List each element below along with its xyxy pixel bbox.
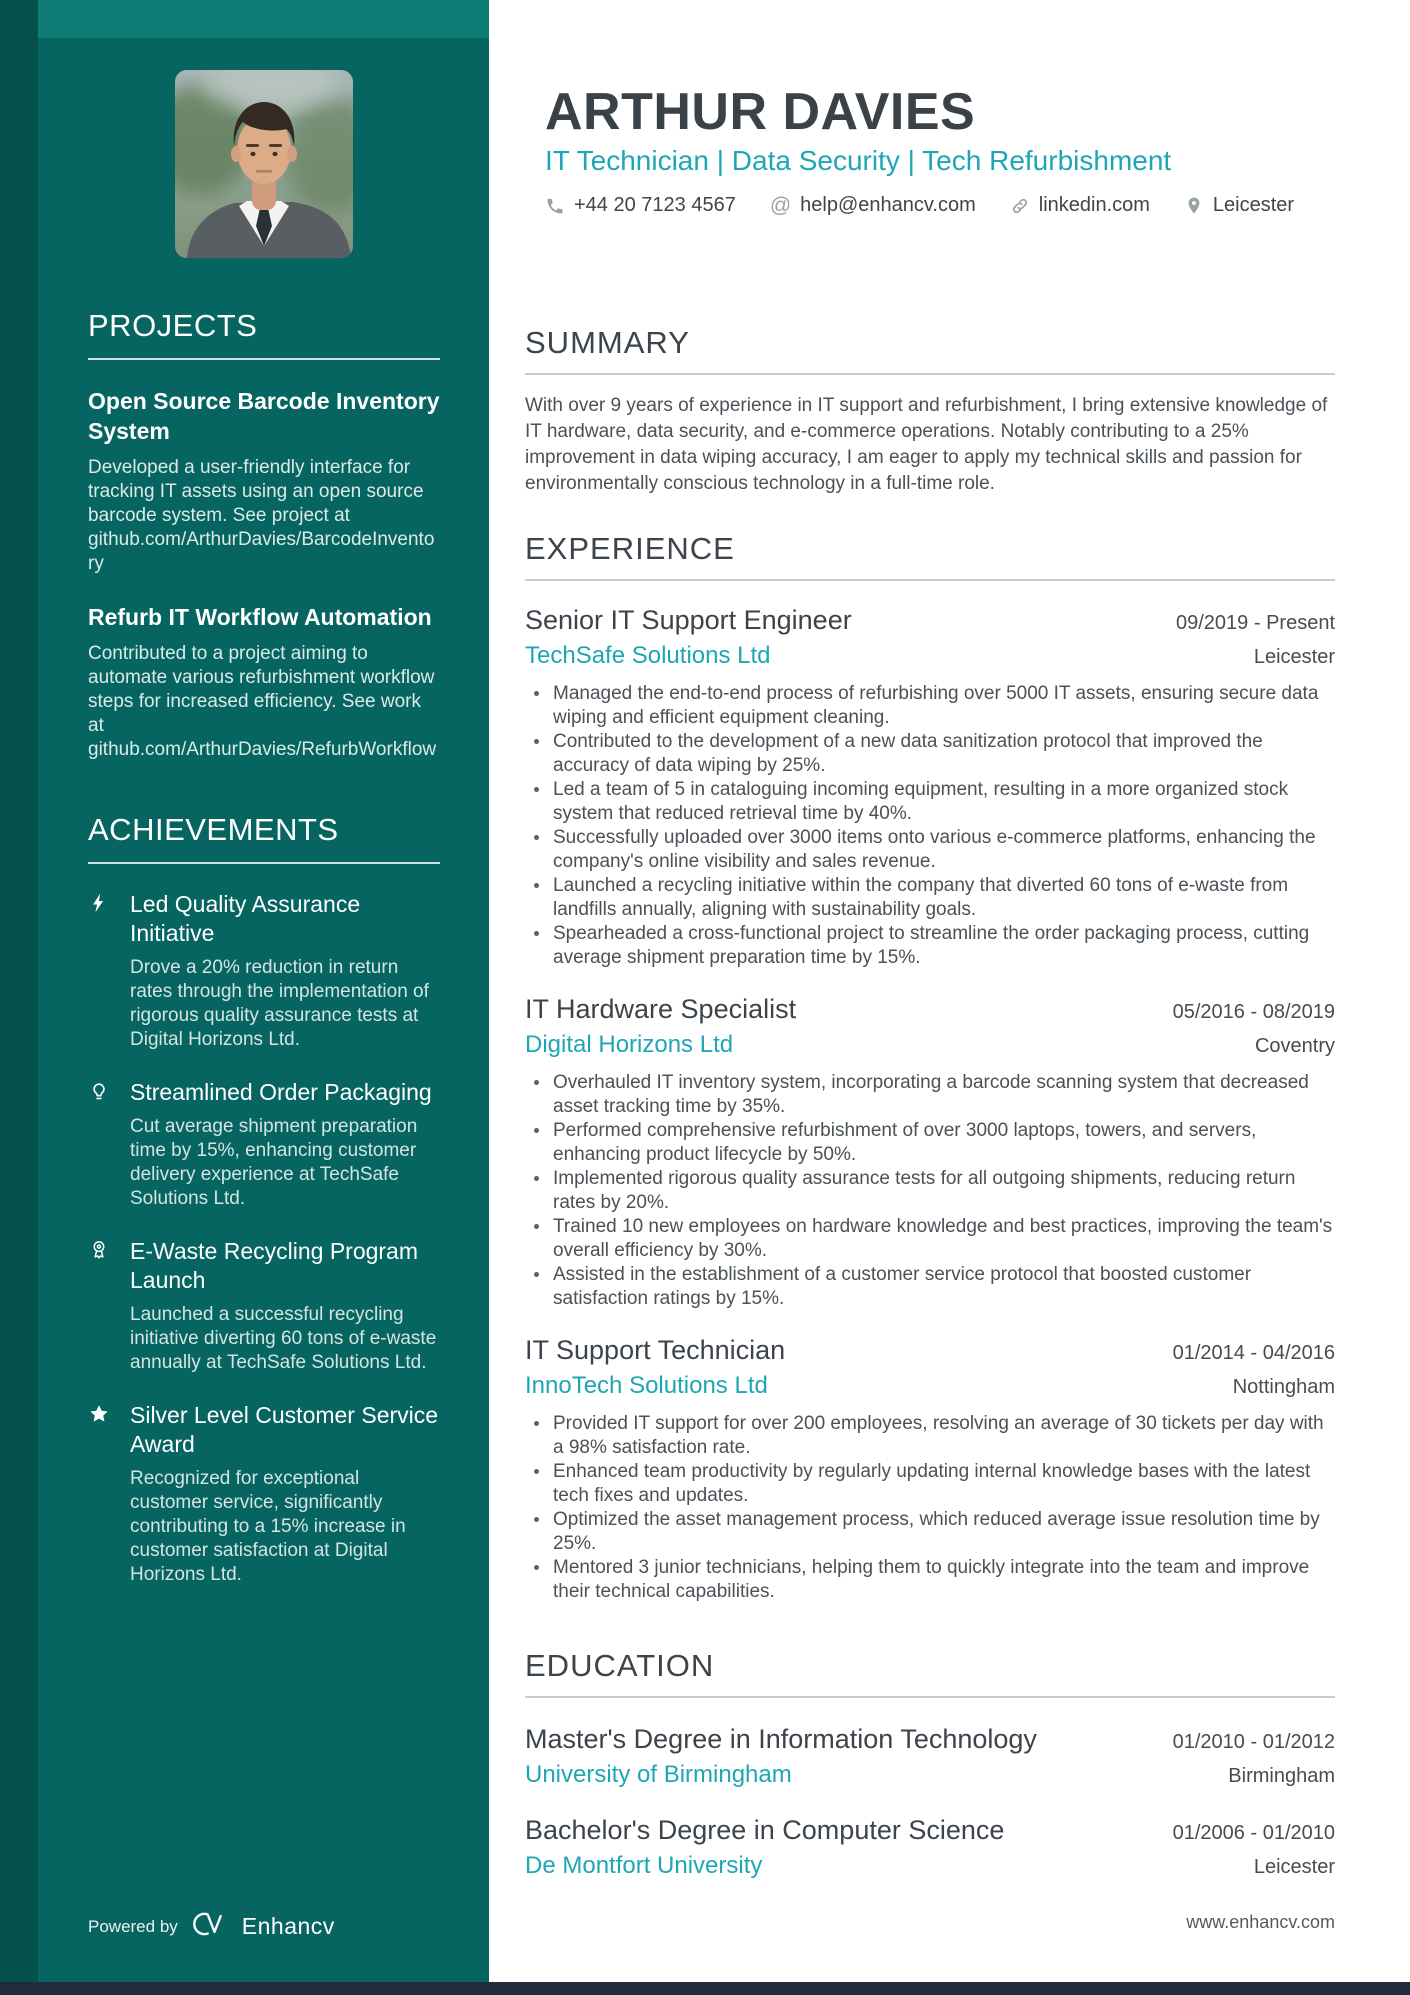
job-title-row [525,1335,1335,1366]
job-dates: 01/2014 - 04/2016 [1172,1342,1335,1364]
location-pin-icon [1184,196,1204,216]
job-bullets [525,682,1335,970]
project-title: Open Source Barcode Inventory System [88,388,440,444]
job-title: IT Support Technician [525,1335,786,1365]
achievement-body [130,1401,440,1587]
bullet-item: Assisted in the establishment of a customer service protocol that boosted customer satisfaction ratings by 15%. [525,1263,1335,1311]
education-section [525,1648,1335,1880]
achievement-title: Led Quality Assurance Initiative [130,891,361,946]
bullet-item: Overhauled IT inventory system, incorporating a barcode scanning system that decreased asset tracking time by 35%. [525,1071,1335,1119]
job-dates: 09/2019 - Present [1176,612,1335,634]
degree-title: Bachelor's Degree in Computer Science [525,1815,1005,1845]
education-location: Birmingham [1228,1765,1335,1787]
profile-photo [175,70,353,258]
degree-title: Master's Degree in Information Technology [525,1724,1037,1754]
achievements-heading: ACHIEVEMENTS [88,812,339,847]
email-contact[interactable] [770,194,976,217]
bullet-item: Trained 10 new employees on hardware knowledge and best practices, improving the team's overall efficiency by 30%. [525,1215,1335,1263]
school-row [525,1852,1335,1880]
lightbulb-icon [88,1078,112,1211]
summary-text: With over 9 years of experience in IT support and refurbishment, I bring extensive knowledge of IT hardware, data security, and e-commerce operations. Notably contributing to a 25% improvement in data wiping accuracy, I am eager to apply my technical skills and passion for environmentally conscious technology in a full-time role. [525,395,1328,494]
education-divider [525,1696,1335,1698]
experience-section [525,531,1335,1604]
bullet-item: Implemented rigorous quality assurance tests for all outgoing shipments, reducing return rates by 20%. [525,1167,1335,1215]
job-entry [525,994,1335,1311]
bullet-item: Optimized the asset management process, which reduced average issue resolution time by 25%. [525,1508,1335,1556]
bullet-item: Launched a recycling initiative within the company that diverted 60 tons of e-waste from landfills annually, aligning with sustainability goals. [525,874,1335,922]
powered-by[interactable] [88,1910,335,1943]
page-bottom-bar [0,1982,1410,1995]
enhancv-wordmark: Enhancv [241,1913,335,1939]
education-location: Leicester [1253,1856,1335,1878]
achievement-description: Launched a successful recycling initiative diverting 60 tons of e-waste annually at TechSafe Solutions Ltd. [130,1304,437,1373]
link-icon [1010,196,1030,216]
candidate-name: ARTHUR DAVIES [545,83,976,141]
achievement-title: Silver Level Customer Service Award [130,1402,439,1457]
achievement-body [130,1078,440,1211]
job-location: Nottingham [1232,1376,1335,1398]
phone-icon [545,196,565,216]
job-company-row [525,1031,1335,1059]
job-dates: 05/2016 - 08/2019 [1172,1001,1335,1023]
job-company: TechSafe Solutions Ltd [525,642,771,669]
bullet-item: Managed the end-to-end process of refurbishing over 5000 IT assets, ensuring secure data wiping and efficient equipment cleaning. [525,682,1335,730]
location-contact [1184,194,1294,217]
summary-heading: SUMMARY [525,325,690,360]
job-company: Digital Horizons Ltd [525,1031,734,1058]
job-title-row [525,994,1335,1025]
job-title: Senior IT Support Engineer [525,605,852,635]
linkedin-contact[interactable] [1010,194,1150,217]
projects-divider [88,358,440,360]
education-dates: 01/2006 - 01/2010 [1172,1822,1335,1844]
degree-row [525,1815,1335,1846]
achievement-item [88,1078,440,1211]
job-location: Coventry [1254,1035,1335,1057]
enhancv-website-link[interactable]: www.enhancv.com [1186,1912,1335,1932]
project-description: Contributed to a project aiming to automate various refurbishment workflow steps for increased efficiency. See work at github.com/ArthurDavies/RefurbWorkflow [88,643,437,760]
school-name: University of Birmingham [525,1761,792,1788]
job-entry [525,605,1335,970]
achievement-title: Streamlined Order Packaging [130,1079,432,1105]
school-row [525,1761,1335,1789]
medal-icon [88,1237,112,1375]
education-entry [525,1815,1335,1880]
location-value: Leicester [1212,194,1295,216]
bullet-item: Mentored 3 junior technicians, helping them to quickly integrate into the team and improve their technical capabilities. [525,1556,1335,1604]
achievements-divider [88,862,440,864]
email-value: help@enhancv.com [800,194,976,216]
resume-body [489,0,1410,1995]
bullet-item: Enhanced team productivity by regularly updating internal knowledge bases with the latest tech fixes and updates. [525,1460,1335,1508]
resume-header [525,84,1335,217]
sidebar [0,0,489,1995]
achievement-description: Recognized for exceptional customer service, significantly contributing to a 15% increase in customer satisfaction at Digital Horizons Ltd. [130,1468,406,1585]
job-title-row [525,605,1335,636]
bullet-item: Contributed to the development of a new data sanitization protocol that improved the accuracy of data wiping by 25%. [525,730,1335,778]
project-item [88,386,440,576]
achievement-title: E-Waste Recycling Program Launch [130,1238,419,1293]
job-bullets [525,1071,1335,1311]
enhancv-logo-icon [192,1910,228,1943]
degree-row [525,1724,1335,1755]
bullet-item: Spearheaded a cross-functional project to streamline the order packaging process, cutting average shipment preparation time by 15%. [525,922,1335,970]
job-company-row [525,642,1335,670]
achievement-body [130,1237,440,1375]
contact-row [545,194,1335,217]
projects-heading: PROJECTS [88,308,258,343]
bullet-item: Provided IT support for over 200 employees, resolving an average of 30 tickets per day with a 98% satisfaction rate. [525,1412,1335,1460]
job-location: Leicester [1253,646,1335,668]
summary-divider [525,373,1335,375]
achievements-section [88,812,440,1587]
experience-heading: EXPERIENCE [525,531,735,566]
education-heading: EDUCATION [525,1648,715,1683]
bullet-item: Successfully uploaded over 3000 items onto various e-commerce platforms, enhancing the company's online visibility and sales revenue. [525,826,1335,874]
linkedin-value: linkedin.com [1038,194,1150,216]
summary-section [525,325,1335,497]
achievement-description: Drove a 20% reduction in return rates through the implementation of rigorous quality assurance tests at Digital Horizons Ltd. [130,957,429,1050]
projects-section [88,308,440,762]
powered-by-label: Powered by [88,1916,178,1936]
experience-divider [525,579,1335,581]
achievement-body [130,890,440,1052]
education-entry [525,1724,1335,1789]
project-description: Developed a user-friendly interface for tracking IT assets using an open source barcode system. See project at github.com/ArthurDavies/BarcodeInventory [88,457,435,574]
star-icon [88,1401,112,1587]
project-item [88,602,440,762]
profile-photo-illustration [175,70,353,258]
achievement-item [88,1237,440,1375]
job-entry [525,1335,1335,1604]
bolt-icon [88,890,112,1052]
achievement-description: Cut average shipment preparation time by 15%, enhancing customer delivery experience at TechSafe Solutions Ltd. [130,1116,418,1209]
sidebar-content [0,0,489,1587]
job-company: InnoTech Solutions Ltd [525,1372,768,1399]
phone-contact[interactable] [545,194,736,217]
project-title: Refurb IT Workflow Automation [88,604,432,630]
bullet-item: Performed comprehensive refurbishment of over 3000 laptops, towers, and servers, enhancing product lifecycle by 50%. [525,1119,1335,1167]
job-company-row [525,1372,1335,1400]
achievement-item [88,1401,440,1587]
job-title: IT Hardware Specialist [525,994,797,1024]
bullet-item: Led a team of 5 in cataloguing incoming equipment, resulting in a more organized stock system that reduced retrieval time by 40%. [525,778,1335,826]
school-name: De Montfort University [525,1852,763,1879]
phone-value: +44 20 7123 4567 [574,194,736,216]
education-dates: 01/2010 - 01/2012 [1172,1731,1335,1753]
candidate-title: IT Technician | Data Security | Tech Refurbishment [545,145,1172,176]
achievement-item [88,890,440,1052]
at-icon: @ [769,193,792,217]
job-bullets [525,1412,1335,1604]
